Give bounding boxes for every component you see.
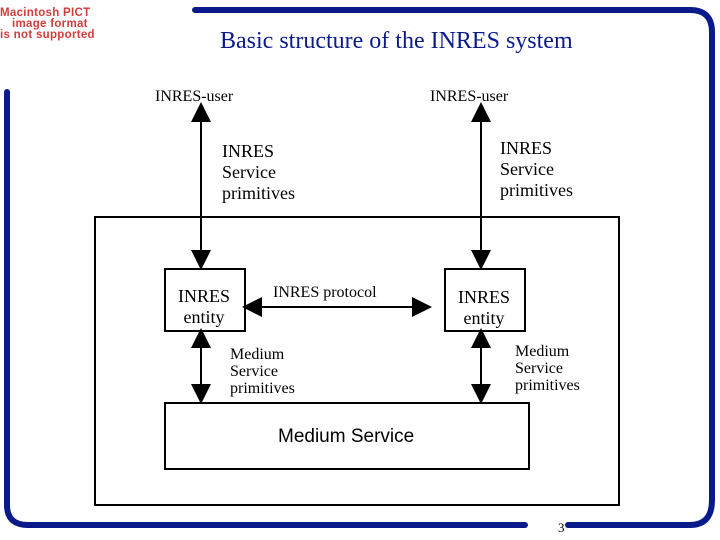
left-entity-line-1: INRES [177, 286, 230, 306]
left-prim-line-3: primitives [222, 183, 295, 203]
left-mprim-line-2: Service [230, 363, 278, 380]
right-medium-primitives-label [515, 343, 580, 394]
right-mprim-line-3: primitives [515, 377, 580, 394]
page-number: 3 [558, 520, 565, 535]
left-prim-line-1: INRES [222, 141, 275, 161]
right-entity-line-2: entity [463, 308, 505, 328]
protocol-label: INRES protocol [273, 284, 377, 301]
left-entity-line-2: entity [183, 307, 225, 327]
right-prim-line-2: Service [500, 159, 554, 179]
pict-line-1: Macintosh PICT [0, 7, 91, 19]
left-inres-user-label: INRES-user [155, 88, 234, 105]
right-inres-user-label: INRES-user [430, 88, 509, 105]
left-medium-primitives-label [230, 346, 295, 397]
medium-service-label: Medium Service [278, 426, 415, 447]
pict-line-2: image format [12, 18, 88, 30]
right-prim-line-3: primitives [500, 180, 573, 200]
left-service-primitives-label [222, 141, 295, 204]
right-mprim-line-1: Medium [515, 343, 570, 360]
left-mprim-line-1: Medium [230, 346, 285, 363]
page-title: Basic structure of the INRES system [220, 28, 573, 54]
right-prim-line-1: INRES [500, 138, 553, 158]
pict-line-3: is not supported [0, 29, 95, 41]
right-service-primitives-label [500, 138, 573, 201]
right-mprim-line-2: Service [515, 360, 563, 377]
left-mprim-line-3: primitives [230, 380, 295, 397]
right-entity-line-1: INRES [457, 287, 510, 307]
left-prim-line-2: Service [222, 162, 276, 182]
